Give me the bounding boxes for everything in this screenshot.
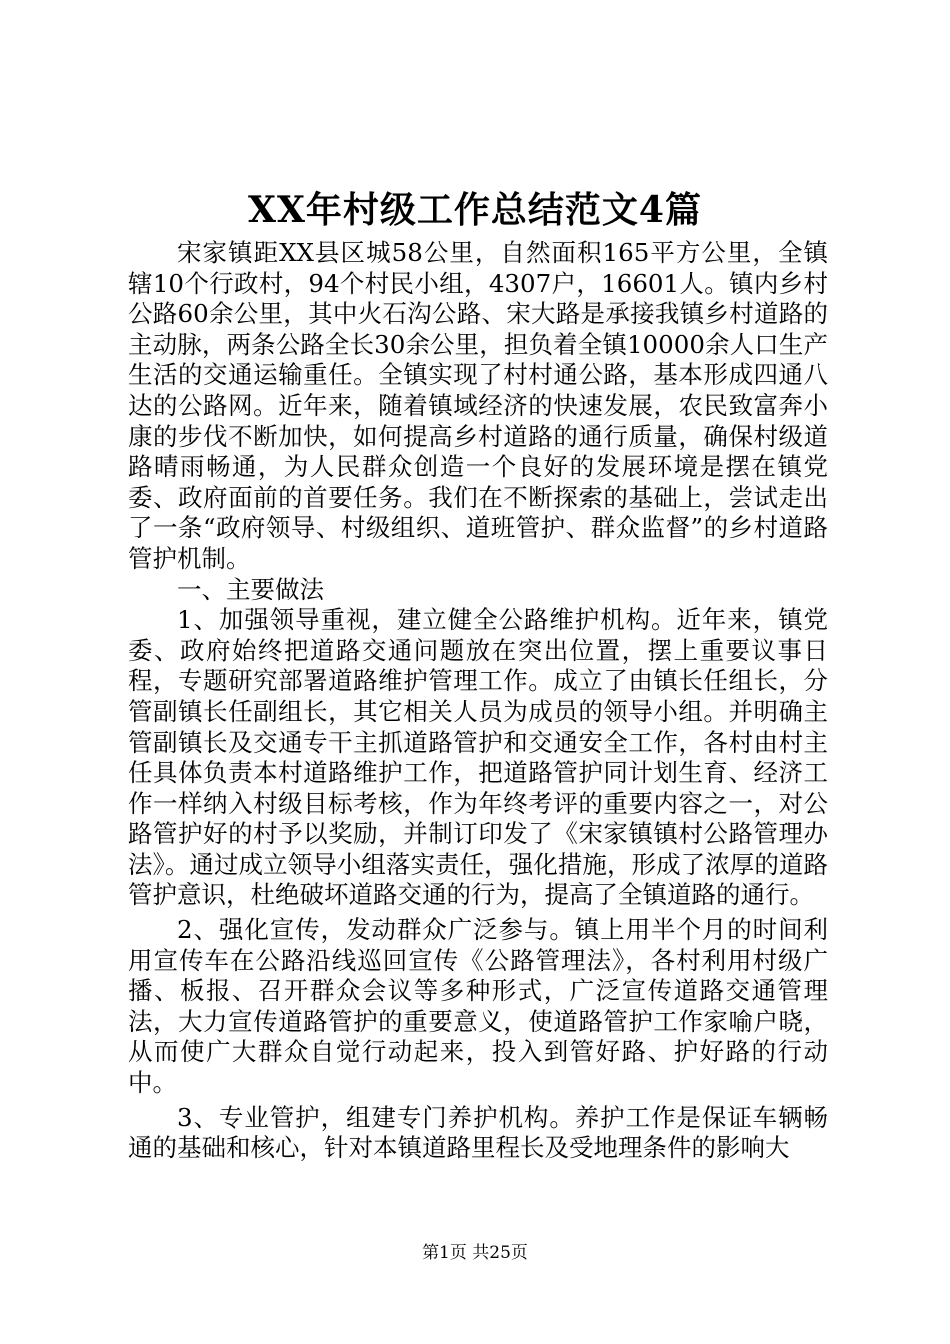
section-heading: 一、主要做法 bbox=[177, 574, 324, 604]
paragraph-item-1: 1、加强领导重视，建立健全公路维护机构。近年来，镇党委、政府始终把道路交通问题放在突出位置，摆上重要议事日程，专题研究部署道路维护管理工作。成立了由镇长任组长，分管副镇长任副组长，其它相关人员为成员的领导小组。并明确主管副镇长及交通专干主抓道路管护和交通安全工作，各村由村主任具体负责本村道路维护工作，把道路管护同计划生育、经济工作一样纳入村级目标考核，作为年终考评的重要内容之一，对公路管护好的村予以奖励，并制订印发了《宋家镇镇村公路管理办法》。通过成立领导小组落实责任，强化措施，形成了浓厚的道路管护意识，杜绝破坏道路交通的行为，提高了全镇道路的通行。 bbox=[128, 605, 828, 910]
paragraph-item-2: 2、强化宣传，发动群众广泛参与。镇上用半个月的时间利用宣传车在公路沿线巡回宣传《公路管理法》，各村利用村级广播、板报、召开群众会议等多种形式，广泛宣传道路交通管理法，大力宣传道路管护的重要意义，使道路管护工作家喻户晓，从而使广大群众自觉行动起来，投入到管好路、护好路的行动中。 bbox=[128, 915, 828, 1098]
paragraph-item-3: 3、专业管护，组建专门养护机构。养护工作是保证车辆畅通的基础和核心，针对本镇道路里程长及受地理条件的影响大 bbox=[128, 1102, 828, 1163]
document-title: XX年村级工作总结范文4篇 bbox=[248, 189, 702, 231]
page-footer: 第1页 共25页 bbox=[422, 1243, 528, 1263]
paragraph-intro: 宋家镇距XX县区城58公里，自然面积165平方公里，全镇辖10个行政村，94个村民小组，4307户，16601人。镇内乡村公路60余公里，其中火石沟公路、宋大路是承接我镇乡村道路的主动脉，两条公路全长30余公里，担负着全镇10000余人口生产生活的交通运输重任。全镇实现了村村通公路，基本形成四通八达的公路网。近年来，随着镇域经济的快速发展，农民致富奔小康的步伐不断加快，如何提高乡村道路的通行质量，确保村级道路晴雨畅通，为人民群众创造一个良好的发展环境是摆在镇党委、政府面前的首要任务。我们在不断探索的基础上，尝试走出了一条“政府领导、村级组织、道班管护、群众监督”的乡村道路管护机制。 bbox=[128, 238, 828, 573]
document-body bbox=[128, 238, 828, 1164]
